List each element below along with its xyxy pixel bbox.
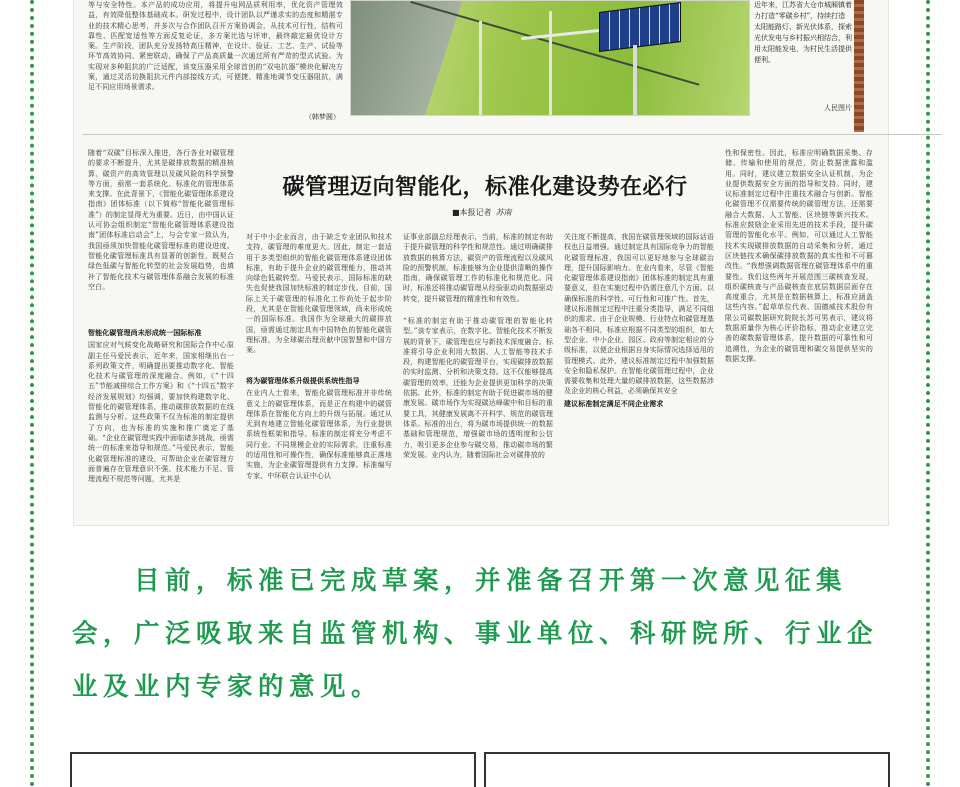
byline [452, 207, 512, 218]
top-left-article-text [88, 0, 343, 122]
subhead-2: 将为碳管理体系升级提供系统性指导 [246, 377, 360, 385]
photo-pole [549, 11, 552, 116]
column-2-top [246, 232, 392, 374]
bottom-box-left [70, 752, 476, 787]
column-1-bottom [88, 326, 234, 498]
article-headline: 碳管理迈向智能化，标准化建设势在必行 [282, 175, 688, 200]
column-2-text: 对于中小企业而言，由于缺乏专业团队和技术支持，碳管理的难度更大。因此，制定一套适用于多类型组织的智能化碳管理体系建设团体标准，有助于提升企业的碳管理能力，推动其向绿色低碳转型。马爱民表示，国际标准的缺失也促使我国加快标准的制定步伐。目前，国际上关于碳管理的标准化工作尚处于起步阶段，尤其是在智能化碳管理领域，尚未形成统一的国际标准。我国作为全球最大的碳排放国，亟需通过制定具有中国特色的智能化碳管理标准，为全球碳治理贡献中国智慧和中国方案。 [246, 233, 392, 355]
subhead-3: 建议标准制定满足不同企业需求 [564, 399, 664, 408]
column-3-text: 证事业部副总经理表示，当前，标准的制定有助于提升碳管理的科学性和规范性。通过明确碳排放数据的核算方法、碳资产的管理流程以及碳风险的预警机制，标准能够为企业提供清晰的操作指南，确保碳管理工作的标准化和规范化。同时，标准还将推动碳管理从经验驱动向数据驱动转变，提升碳管理的精准性和有效性。 [403, 233, 553, 303]
left-dotted-border [30, 0, 34, 787]
column-4 [564, 232, 714, 498]
column-5 [725, 148, 873, 500]
pull-quote: 目前，标准已完成草案，并准备召开第一次意见征集会，广泛吸取来自监管机构、事业单位、科研院所、行业企业及业内专家的意见。 [72, 566, 879, 702]
top-left-credit: （韩梦圆） [305, 113, 340, 121]
column-3-top [403, 232, 553, 316]
column-1b-text: 国家应对气候变化战略研究和国际合作中心原副主任马爱民表示，近年来，国家相继出台一系列政策文件，明确提出要推动数字化、智能化技术与碳管理的深度融合。例如，《“十四五”节能减排综合工作方案》和《“十四五”数字经济发展规划》均强调，要加快构建数字化、智能化的碳管理体系，推动碳排放数据的在线监测与分析。这些政策不仅为标准的制定提供了方向，也为标准的实施和推广奠定了基础。“企业在碳管理实践中面临诸多挑战，亟需统一的标准来指导和规范。”马爱民表示，智能化碳管理标准的建设，可帮助企业在碳管理方面普遍存在管理意识不强、技术能力不足、管理流程不规范等问题，尤其是 [88, 341, 234, 484]
column-2-bottom [246, 374, 392, 498]
top-left-body: 等与安全特性。本产品的成功应用，将提升电网品质利用率，优化资产管理效益，有效降低整体基础成本。研发过程中，设计团队以严谨求实的态度和精湛专业的技术精心思考，并多次与合作团队召开方案协调会，从技术可行性、结构可靠性、匹配宽适性等方面反复论证，多方案比选与评审，最终敲定最优设计方案。生产阶段，团队充分发扬特高压精神，在设计、验证、工艺、生产、试验等环节高效协同、紧密联动，确保了产品高质量一次通过所有严苛的型式试验。为实现对多种阻抗的广泛适配，该变压器采用全球首创的“双电抗器”模块化解决方案，通过灵活切换阻抗元件内部接线方式，可便捷、精准地调节变压器阻抗，满足不同应用场景需求。 [88, 1, 343, 92]
column-2b-text: 在业内人士看来，智能化碳管理标准并非传统意义上的碳管理体系，而是正在构建中的碳管理体系在智能化方向上的升级与拓展。通过从无到有地建立智能化碳管理体系，为行业提供系统性框架和指导。标准的制定将充分考虑不同行业、不同规模企业的实际需求，注重标准的适用性和可操作性，确保标准能够真正落地实施，为企业碳管理提供有力支撑。标准编写专家、中环联合认证中心认 [246, 389, 392, 480]
photo-main-pole [633, 45, 637, 116]
byline-name: 苏南 [495, 208, 512, 217]
column-4-text: 关注度不断提高，我国在碳管理领域的国际话语权也日益增强。通过制定具有国际竞争力的智能化碳管理标准，我国可以更好地参与全球碳治理，提升国际影响力。在业内看来，尽管《智能化碳管理体系建设指南》团体标准的制定具有重要意义，但在实施过程中仍需注意几个方面。以确保标准的科学性、可行性和可推广性。首先，建议标准制定过程中注重分类指导，满足不同组织的需求。由于企业规模、行业特点和碳管理基础各不相同，标准应根据不同类型的组织，如大型企业、中小企业、园区、政府等制定相应的分级标准，以便企业根据自身实际情况选择适用的管理模式。此外，建议标准制定过程中加强数据安全和隐私保护。在智能化碳管理过程中，企业需要收集和处理大量的碳排放数据，这些数据涉及企业的核心利益，必须确保其安全 [564, 233, 714, 396]
photo-solar-panel [599, 2, 681, 52]
column-5-text: 性和保密性。因此，标准应明确数据采集、存储、传输和使用的规范，防止数据泄露和滥用。同时，建议建立数据安全认证机制，为企业提供数据安全方面的指导和支持。同时，建议标准制定过程中注重技术融合与创新。智能化碳管理不仅需要传统的碳管理方法，还需要融合大数据、人工智能、区块链等新兴技术。标准应鼓励企业采用先进的技术手段，提升碳管理的智能化水平。例如，可以通过人工智能技术实现碳排放数据的自动采集和分析，通过区块链技术确保碳排放数据的真实性和不可篡改性。“我想强调数据管理在碳管理体系中的重要性。我们这些两年开展范围三碳核查发现，组织碳核查与产品碳核查在底层数据层面存在高度重合，尤其是在数据核算上，标准应涵盖这些内容。”起草单位代表、国德威技术股份有限公司碳数据研究院院长苏可男表示，建议将数据质量作为核心评价指标，推动企业建立完善的碳数据管理体系，提升数据的可靠性和可追溯性，为企业的碳管理和碳交易提供坚实的数据支撑。 [725, 149, 873, 363]
photo-caption-text: 近年来，江苏省大仓市城厢镇着力打造“零碳乡村”，持续打造太阳能路灯、新光伏体系，探索光伏发电与乡村振兴相结合，利用太阳能发电，为村民生活提供便利。 [754, 1, 852, 64]
subhead-1: 智能化碳管理尚未形成统一国际标准 [88, 329, 202, 337]
photo-pole [479, 21, 482, 116]
column-3-bottom [403, 316, 553, 498]
bottom-box-right [484, 752, 890, 787]
column-1-text: 随着“双碳”目标深入推进，各行各业对碳管理的要求不断提升，尤其是碳排放数据的精准核算、碳资产的高效管理以及碳风险的科学预警等方面，亟需一套系统化、标准化的管理体系来支撑。在此背景下，《智能化碳管理体系建设指南》团体标准（以下简称“智能化碳管理标准”）的制定显得尤为重要。近日，由中国认证认可协会组织制定“智能化碳管理体系建设指南”团体标准启动会”上，与会专家一致认为，我国亟须加快智能化碳管理标准的建设进度。智能化碳管理标准具有显著的创新性，既契合绿色低碳与智能化转型的社会发展趋势，也填补了智能化技术与碳管理体系融合发展的标准空白。 [88, 149, 234, 291]
column-1-top [88, 148, 234, 328]
column-3b-text: “标准的制定有助于推动碳管理的智能化转型。”该专家表示，在数字化、智能化技术不断发展的背景下，碳管理也应与新技术深度融合。标准将引导企业利用大数据、人工智能等技术手段，构建智能化的碳管理平台，实现碳排放数据的实时监测、分析和决策支持。这不仅能够提高碳管理的效率，还能为企业提供更加科学的决策依据。此外，标准的制定有助于促进碳市场的健康发展。碳市场作为实现碳达峰碳中和目标的重要工具，其健康发展离不开科学、规范的碳管理体系。标准的出台，将为碳市场提供统一的数据基础和管理规范，增强碳市场的透明度和公信力，吸引更多企业参与碳交易，推动碳市场的繁荣发展。业内认为，随着国际社会对碳排放的 [403, 317, 553, 459]
photo-solar-streetlight [350, 0, 750, 116]
section-divider [82, 134, 942, 135]
photo-caption [754, 0, 852, 116]
byline-label: ■本报记者 [452, 208, 492, 217]
photo-source: 人民图片 [824, 104, 852, 112]
decorative-side-bar [854, 0, 864, 132]
right-dotted-border [926, 0, 930, 787]
photo-road [350, 0, 465, 116]
